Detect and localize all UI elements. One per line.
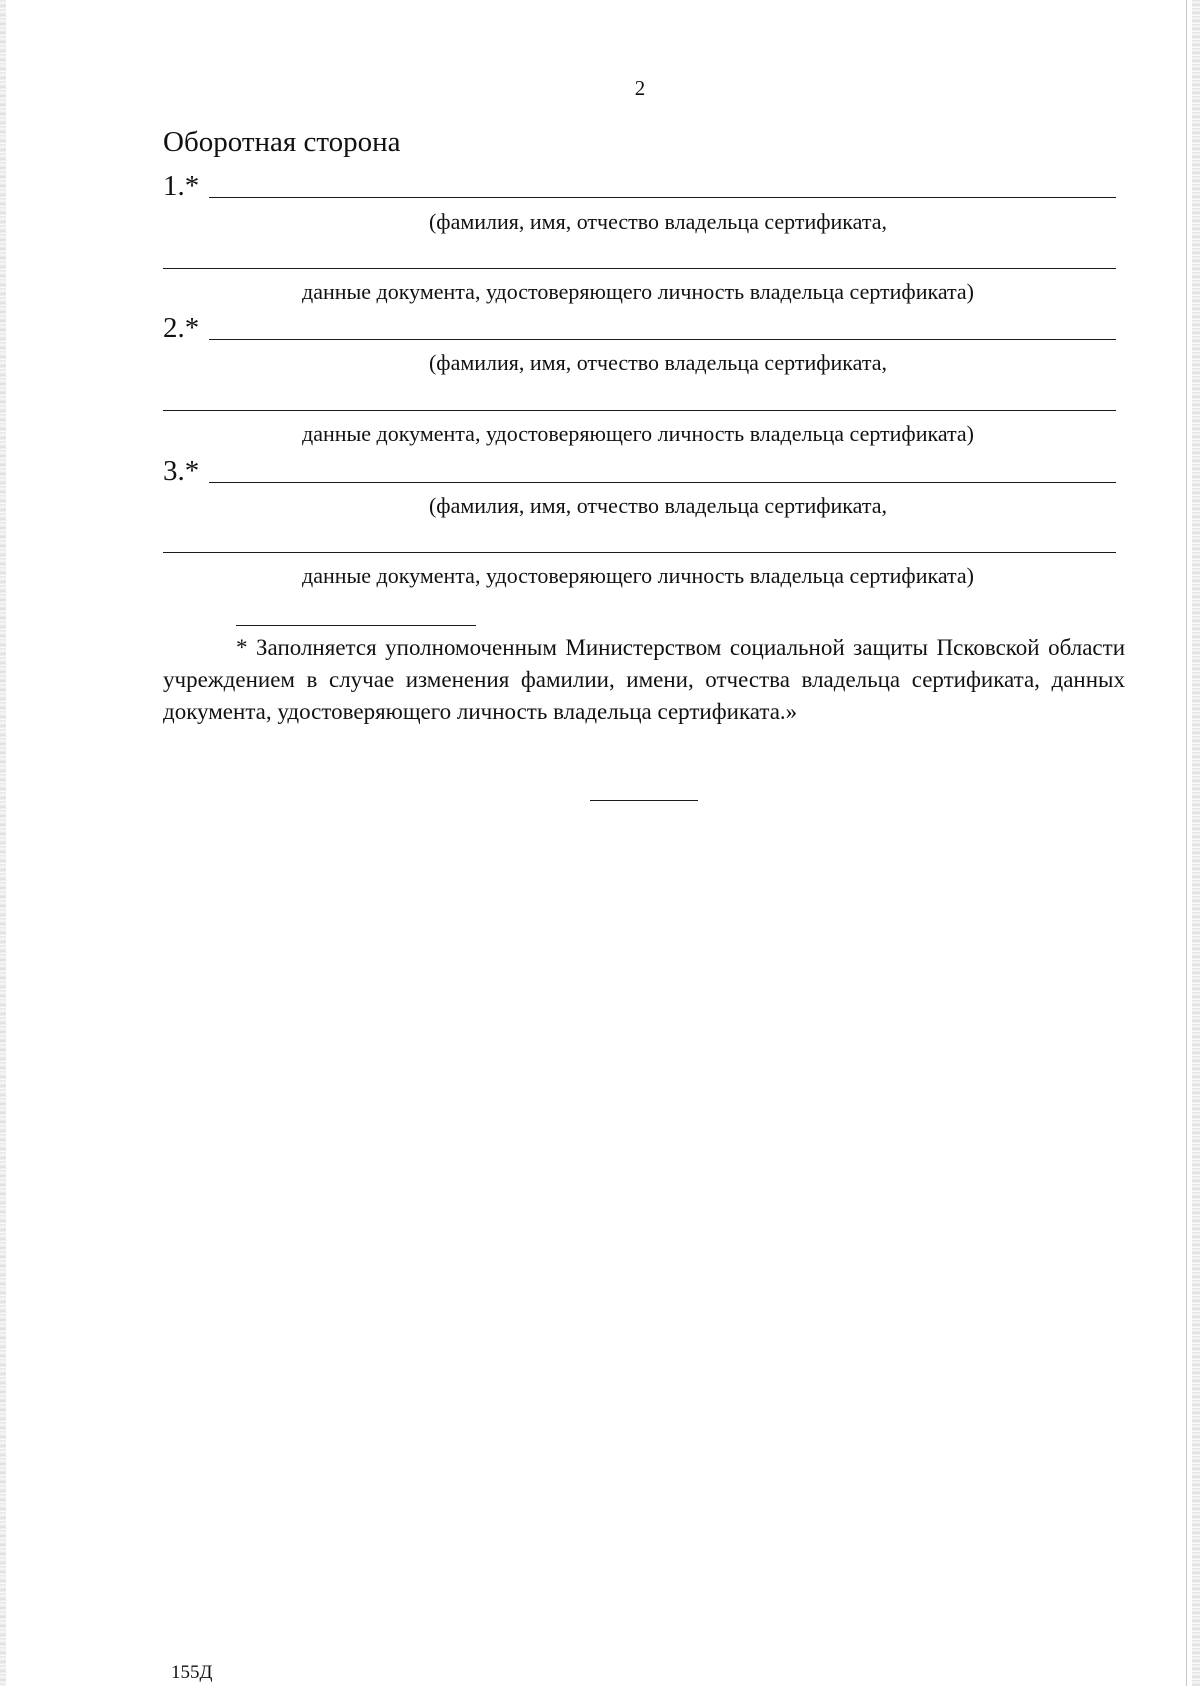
name-caption: (фамилия, имя, отчество владельца сертификата, (428, 209, 887, 234)
document-fill-line (163, 552, 1116, 553)
end-of-document-rule (590, 800, 698, 801)
document-code: 155Д (171, 1662, 213, 1683)
entry-marker: 2.* (163, 312, 200, 344)
document-fill-line (163, 410, 1116, 411)
document-caption: данные документа, удостоверяющего личность владельца сертификата) (302, 563, 974, 588)
entry-marker: 1.* (163, 170, 200, 202)
document-caption: данные документа, удостоверяющего личность владельца сертификата) (302, 279, 974, 304)
name-fill-line (209, 482, 1116, 483)
name-caption: (фамилия, имя, отчество владельца сертификата, (428, 493, 887, 518)
footnote-text: * Заполняется уполномоченным Министерством социальной защиты Псковской области учреждением в случае изменения фамилии, имени, отчества владельца сертификата, данных документа, удостоверяющего личность владельца сертификата.» (163, 635, 1125, 724)
page-number: 2 (634, 76, 646, 100)
name-fill-line (209, 339, 1116, 340)
entry-marker: 3.* (163, 455, 200, 487)
name-fill-line (209, 197, 1116, 198)
scan-edge-right (1192, 0, 1200, 1686)
document-fill-line (163, 268, 1116, 269)
footnote-separator (236, 625, 476, 626)
document-caption: данные документа, удостоверяющего личность владельца сертификата) (302, 421, 974, 446)
name-caption: (фамилия, имя, отчество владельца сертификата, (428, 350, 887, 375)
scan-edge-line (1186, 0, 1187, 1686)
scan-edge-left (0, 0, 6, 1686)
section-title: Оборотная сторона (163, 126, 401, 158)
